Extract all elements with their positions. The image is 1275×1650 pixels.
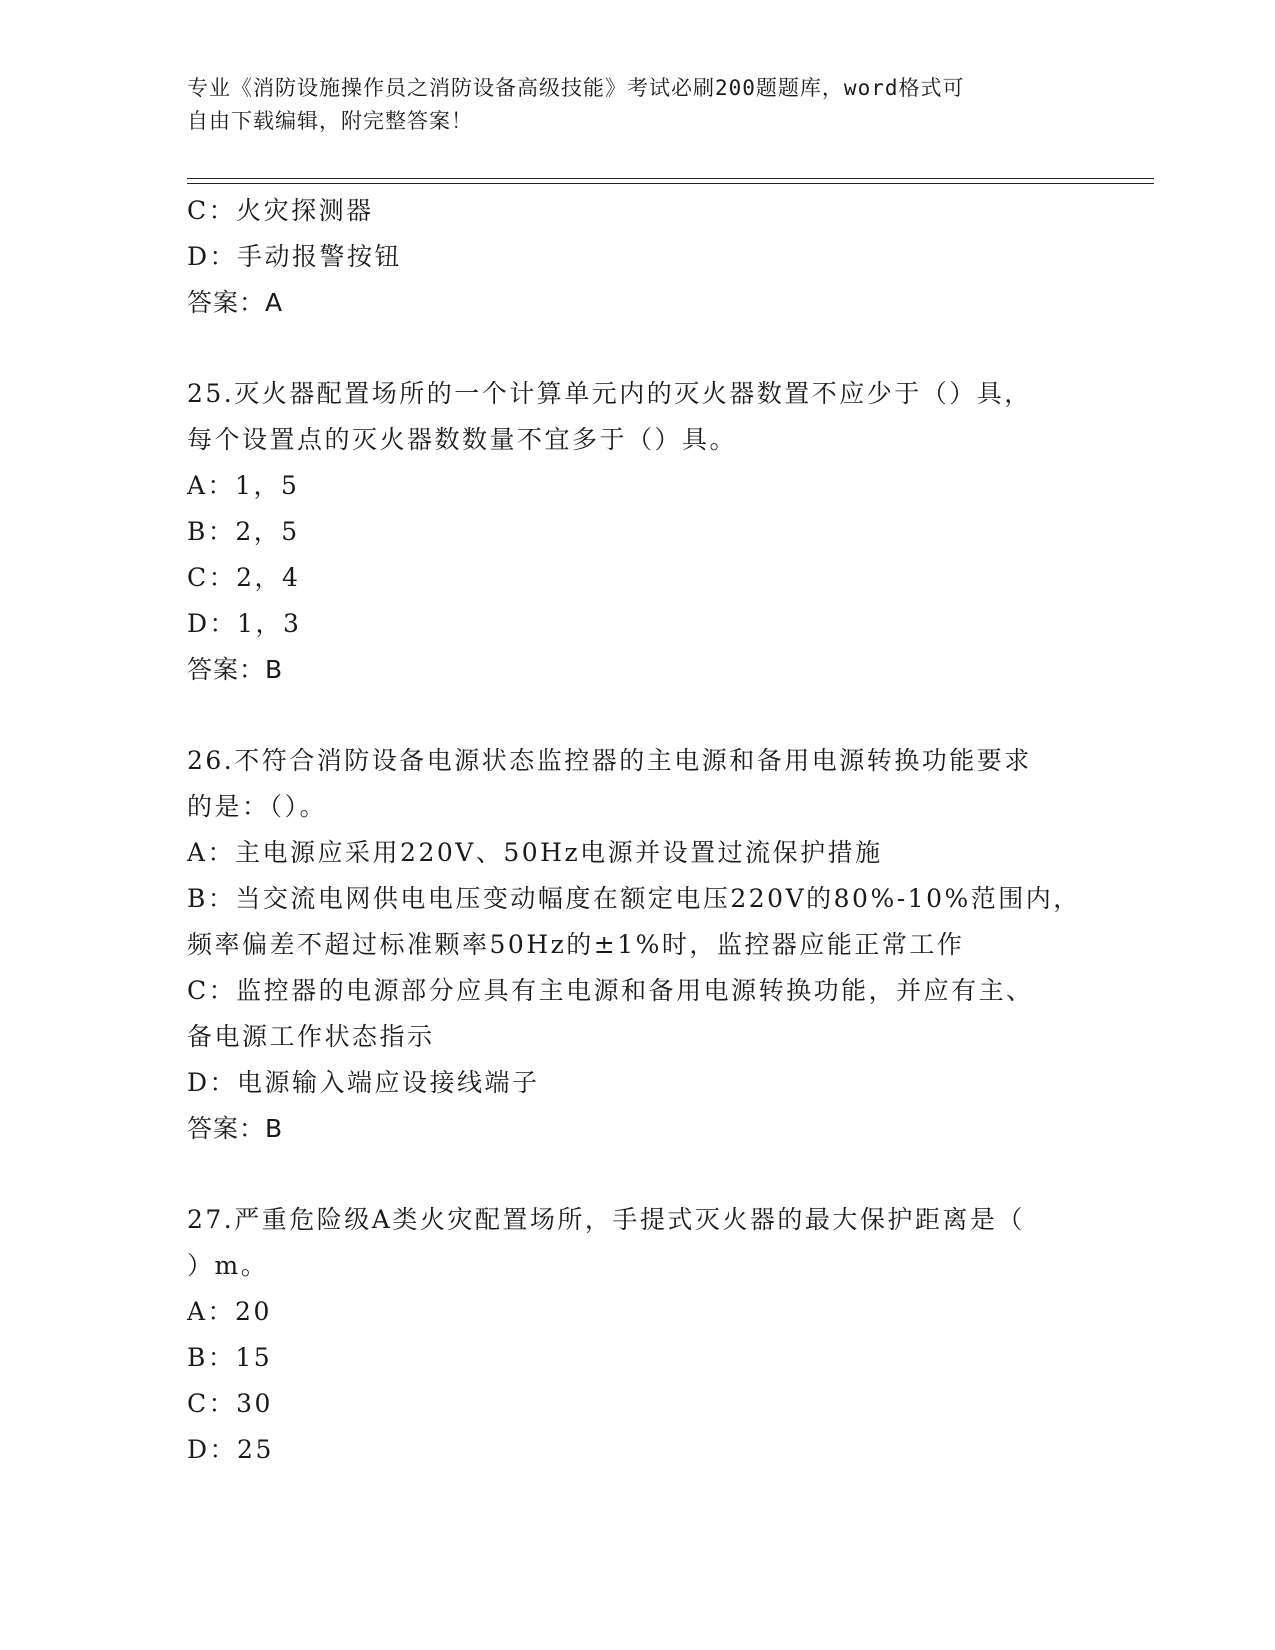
answer: 答案：A — [187, 288, 284, 317]
answer: 答案：B — [187, 655, 284, 684]
question-26 — [187, 738, 1087, 1152]
spacer — [187, 693, 1087, 738]
option-d: D：手动报警按钮 — [187, 242, 403, 271]
question-stem: 每个设置点的灭火器数数量不宜多于（）具。 — [187, 425, 738, 454]
question-list — [187, 188, 1087, 1473]
option-b: B：当交流电网供电电压变动幅度在额定电压220V的80%-10%范围内， — [187, 884, 1081, 913]
option-d: D：电源输入端应设接线端子 — [187, 1068, 540, 1097]
option-a: A：1，5 — [187, 471, 300, 500]
option-a: A：主电源应采用220V、50Hz电源并设置过流保护措施 — [187, 838, 883, 867]
option-c-continued: 备电源工作状态指示 — [187, 1022, 435, 1051]
option-c: C：火灾探测器 — [187, 196, 374, 225]
header-line-1: 专业《消防设施操作员之消防设备高级技能》考试必刷200题题库，word格式可 — [187, 76, 965, 100]
header-divider-bottom — [187, 183, 1154, 184]
question-27 — [187, 1197, 1087, 1473]
option-c: C：2，4 — [187, 563, 301, 592]
question-stem: 25.灭火器配置场所的一个计算单元内的灭火器数置不应少于（）具， — [187, 379, 1032, 408]
option-b-continued: 频率偏差不超过标准颗率50Hz的±1%时，监控器应能正常工作 — [187, 930, 965, 959]
option-c: C：30 — [187, 1389, 273, 1418]
answer: 答案：B — [187, 1114, 284, 1143]
question-24-tail — [187, 188, 1087, 326]
option-c: C：监控器的电源部分应具有主电源和备用电源转换功能，并应有主、 — [187, 976, 1034, 1005]
option-b: B：15 — [187, 1343, 273, 1372]
question-stem: ）m。 — [187, 1251, 269, 1280]
spacer — [187, 326, 1087, 371]
option-d: D：25 — [187, 1435, 274, 1464]
spacer — [187, 1152, 1087, 1197]
question-stem: 的是：（）。 — [187, 792, 328, 821]
document-header — [187, 72, 1067, 138]
option-d: D：1，3 — [187, 609, 302, 638]
question-25 — [187, 371, 1087, 693]
header-line-2: 自由下载编辑，附完整答案！ — [187, 109, 473, 133]
header-divider-top — [187, 178, 1154, 179]
option-b: B：2，5 — [187, 517, 300, 546]
question-stem: 26.不符合消防设备电源状态监控器的主电源和备用电源转换功能要求 — [187, 746, 1032, 775]
question-stem: 27.严重危险级A类火灾配置场所，手提式灭火器的最大保护距离是（ — [187, 1205, 1025, 1234]
option-a: A：20 — [187, 1297, 272, 1326]
